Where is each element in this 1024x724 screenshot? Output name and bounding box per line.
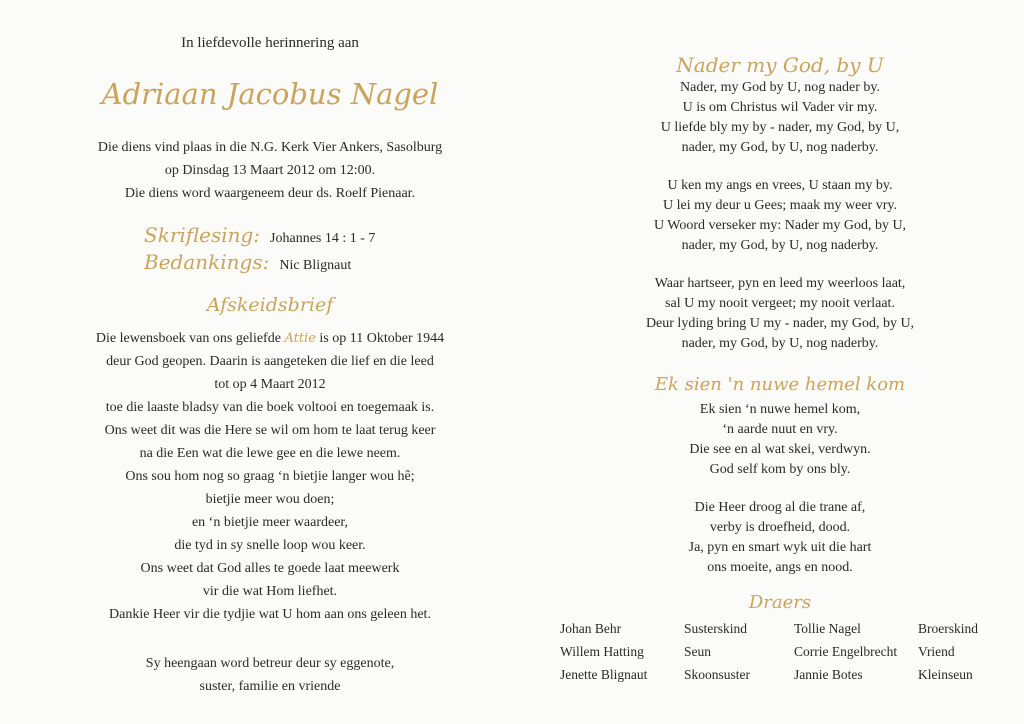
hymn-line: U ken my angs en vrees, U staan my by. (667, 178, 893, 193)
bearer-name: Jenette Blignaut (560, 667, 648, 682)
letter-nickname: Attie (284, 331, 316, 346)
hymn-line: Waar hartseer, pyn en leed my weerloos laat, (654, 276, 906, 291)
hymn-verse (560, 78, 1000, 158)
bearer-relation: Kleinseun (918, 667, 973, 682)
letter-first-post: is op 11 Oktober 1944 (315, 331, 445, 346)
hymn-line: ons moeite, angs en nood. (707, 560, 853, 575)
hymn-line: U Woord verseker my: Nader my God, by U, (653, 218, 907, 233)
scripture-label: Skriflesing: (144, 223, 261, 247)
thanks-row (144, 250, 351, 274)
intro-text: In liefdevolle herinnering aan (181, 35, 359, 51)
hymn-line: Deur lyding bring U my - nader, my God, by U, (645, 316, 915, 331)
bearer-relation: Skoonsuster (684, 667, 751, 682)
hymn-line: Die see en al wat skei, verdwyn. (689, 442, 871, 457)
hymn-line: Die Heer droog al die trane af, (694, 500, 866, 515)
bearer-relation: Susterskind (684, 621, 748, 636)
letter-line: na die Een wat die lewe gee en die lewe neem. (139, 446, 401, 461)
hymn-line: nader, my God, by U, nog naderby. (681, 336, 879, 351)
service-line-1: Die diens vind plaas in die N.G. Kerk Vier Ankers, Sasolburg (97, 140, 443, 155)
letter-first-pre: Die lewensboek van ons geliefde (95, 331, 285, 346)
hymn-verse (560, 400, 1000, 480)
letter-line: toe die laaste bladsy van die boek voltooi en toegemaak is. (105, 400, 435, 415)
bearers-title: Draers (748, 592, 812, 613)
bearer-name: Tollie Nagel (794, 621, 861, 636)
hymn-verse (560, 498, 1000, 578)
hymn1-body (560, 78, 1000, 372)
hymn-line: Ja, pyn en smart wyk uit die hart (688, 540, 872, 555)
letter-first-line (60, 327, 480, 350)
hymn-line: verby is droefheid, dood. (709, 520, 851, 535)
mourned-line-1: Sy heengaan word betreur deur sy eggenote, (145, 656, 395, 671)
hymn-line: God self kom by ons bly. (709, 462, 851, 477)
scripture-row (144, 223, 375, 247)
hymn-line: Ek sien ‘n nuwe hemel kom, (699, 402, 861, 417)
hymn1-title: Nader my God, by U (676, 53, 884, 77)
hymn-line: U lei my deur u Gees; maak my weer vry. (663, 198, 897, 213)
bearer-name: Willem Hatting (560, 644, 644, 659)
letter-line: Dankie Heer vir die tydjie wat U hom aan ons geleen het. (109, 607, 431, 622)
scripture-value: Johannes 14 : 1 - 7 (270, 231, 376, 246)
hymn-line: U is om Christus wil Vader vir my. (682, 100, 878, 115)
service-line-3: Die diens word waargeneem deur ds. Roelf Pienaar. (124, 186, 416, 201)
hymn-line: Nader, my God by U, nog nader by. (680, 80, 880, 95)
hymn-line: ‘n aarde nuut en vry. (722, 422, 838, 437)
hymn-line: sal U my nooit vergeet; my nooit verlaat. (665, 296, 895, 311)
letter-line: die tyd in sy snelle loop wou keer. (174, 538, 366, 553)
letter-line: Ons sou hom nog so graag ‘n bietjie langer wou hê; (125, 469, 415, 484)
mourned-line-2: suster, familie en vriende (199, 679, 341, 694)
letter-line: deur God geopen. Daarin is aangeteken die lief en die leed (106, 354, 434, 369)
letter-line: Ons weet dit was die Here se wil om hom te laat terug keer (104, 423, 436, 438)
letter-line: Ons weet dat God alles te goede laat meewerk (140, 561, 400, 576)
hymn2-body (560, 400, 1000, 596)
bearer-relation: Seun (684, 644, 711, 659)
letter-body (60, 350, 480, 626)
hymn-line: nader, my God, by U, nog naderby. (681, 140, 879, 155)
bearer-relation: Vriend (918, 644, 955, 659)
bearer-relation: Broerskind (918, 621, 978, 636)
hymn-verse (560, 274, 1000, 354)
bearer-name: Jannie Botes (794, 667, 863, 682)
thanks-value: Nic Blignaut (279, 258, 352, 273)
hymn2-title: Ek sien 'n nuwe hemel kom (654, 374, 906, 395)
hymn-line: nader, my God, by U, nog naderby. (681, 238, 879, 253)
hymn-line: U liefde bly my by - nader, my God, by U, (660, 120, 900, 135)
letter-line: vir die wat Hom liefhet. (202, 584, 338, 599)
service-line-2: op Dinsdag 13 Maart 2012 om 12:00. (164, 163, 376, 178)
bearer-name: Corrie Engelbrecht (794, 644, 898, 659)
thanks-label: Bedankings: (144, 250, 270, 274)
letter-line: bietjie meer wou doen; (205, 492, 335, 507)
bearer-name: Johan Behr (560, 621, 622, 636)
letter-title: Afskeidsbrief (206, 294, 334, 316)
letter-line: en ‘n bietjie meer waardeer, (191, 515, 349, 530)
deceased-name: Adriaan Jacobus Nagel (101, 77, 439, 111)
letter-line: tot op 4 Maart 2012 (214, 377, 326, 392)
hymn-verse (560, 176, 1000, 256)
